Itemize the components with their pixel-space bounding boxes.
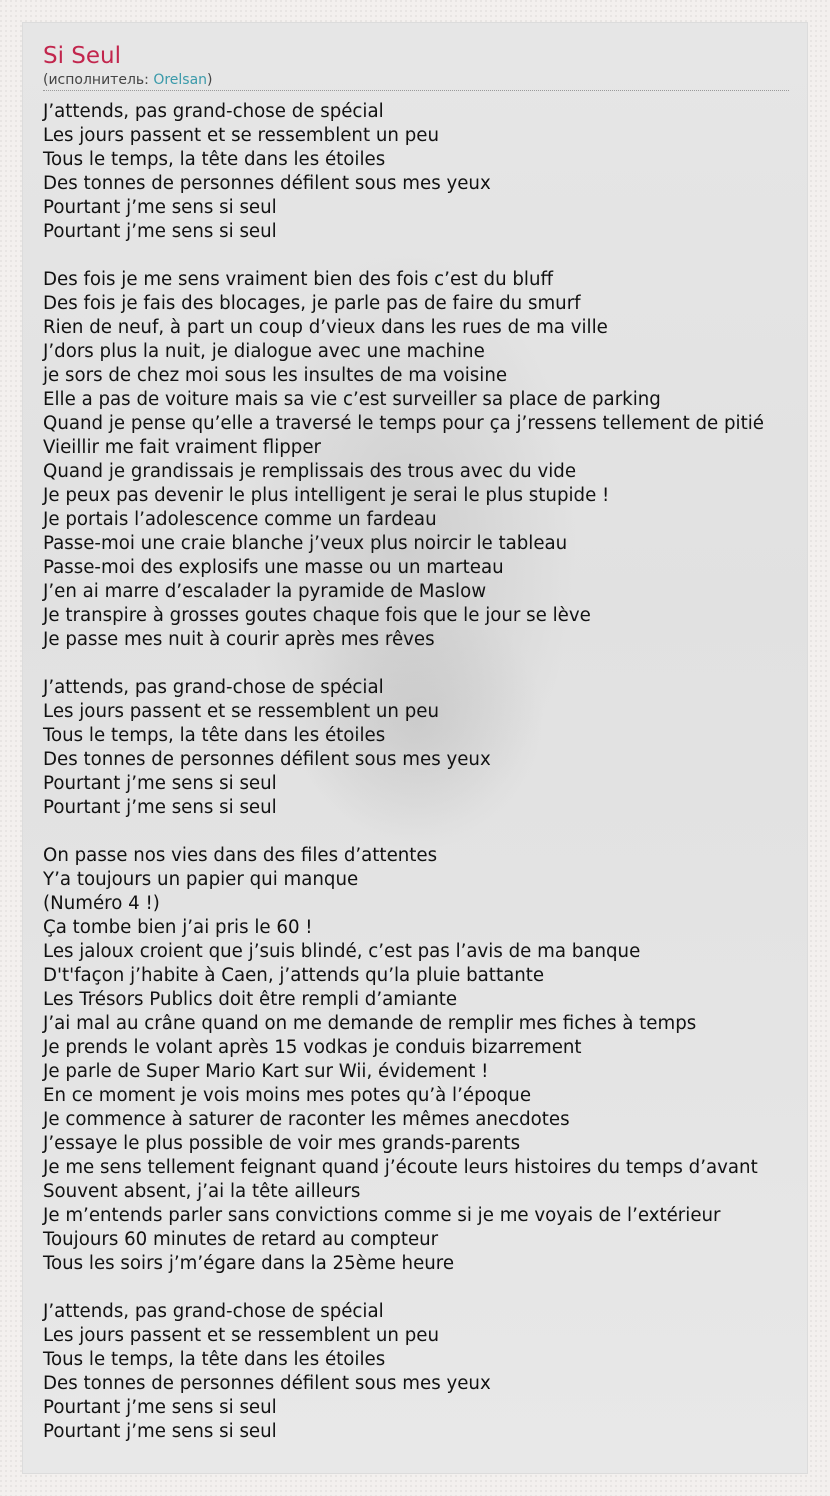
lyric-line: Des fois je me sens vraiment bien des fois c’est du bluff (43, 269, 554, 290)
lyric-line: J’attends, pas grand-chose de spécial (43, 1301, 384, 1322)
stanza-gap (43, 820, 830, 844)
lyric-line: Quand je pense qu’elle a traversé le temps pour ça j’ressens tellement de pitié (43, 413, 764, 434)
lyric-line: (Numéro 4 !) (43, 893, 160, 914)
lyric-line: Y’a toujours un papier qui manque (43, 869, 359, 890)
lyric-line: Les jours passent et se ressemblent un peu (43, 125, 439, 146)
lyric-line: Rien de neuf, à part un coup d’vieux dans les rues de ma ville (43, 317, 608, 338)
lyric-line: J’attends, pas grand-chose de spécial (43, 101, 384, 122)
lyric-line: Je passe mes nuit à courir après mes rêves (43, 629, 435, 650)
lyric-line: Passe-moi des explosifs une masse ou un marteau (43, 557, 504, 578)
stanza-gap (43, 1276, 830, 1300)
lyric-line: Les jours passent et se ressemblent un peu (43, 701, 439, 722)
lyrics-card (22, 22, 808, 1474)
lyric-line: Je m’entends parler sans convictions comme si je me voyais de l’extérieur (43, 1205, 721, 1226)
lyric-line: J’en ai marre d’escalader la pyramide de Maslow (43, 581, 487, 602)
lyric-line: Vieillir me fait vraiment flipper (43, 437, 322, 458)
lyric-line: Je commence à saturer de raconter les mêmes anecdotes (43, 1109, 570, 1130)
lyric-line: J’dors plus la nuit, je dialogue avec une machine (43, 341, 485, 362)
lyric-line: Je prends le volant après 15 vodkas je conduis bizarrement (43, 1037, 582, 1058)
lyric-line: Pourtant j’me sens si seul (43, 197, 277, 218)
lyric-line: En ce moment je vois moins mes potes qu’à l’époque (43, 1085, 532, 1106)
lyric-line: Tous les soirs j’m’égare dans la 25ème heure (43, 1253, 455, 1274)
lyric-line: Pourtant j’me sens si seul (43, 1397, 277, 1418)
lyric-line: Des tonnes de personnes défilent sous mes yeux (43, 173, 491, 194)
artist-credit (43, 71, 213, 89)
lyric-line: je sors de chez moi sous les insultes de ma voisine (43, 365, 508, 386)
lyric-line: Elle a pas de voiture mais sa vie c’est surveiller sa place de parking (43, 389, 661, 410)
stanza-gap (43, 244, 830, 268)
lyric-line: Pourtant j’me sens si seul (43, 797, 277, 818)
lyric-line: Je peux pas devenir le plus intelligent je serai le plus stupide ! (43, 485, 610, 506)
title-divider (43, 90, 789, 91)
lyric-line: J’ai mal au crâne quand on me demande de remplir mes fiches à temps (43, 1013, 697, 1034)
lyric-line: Ça tombe bien j’ai pris le 60 ! (43, 917, 313, 938)
lyric-line: Pourtant j’me sens si seul (43, 221, 277, 242)
lyric-line: D't'façon j’habite à Caen, j’attends qu’la pluie battante (43, 965, 545, 986)
lyric-line: Des fois je fais des blocages, je parle pas de faire du smurf (43, 293, 581, 314)
lyric-line: Les jaloux croient que j’suis blindé, c’est pas l’avis de ma banque (43, 941, 641, 962)
lyric-line: Quand je grandissais je remplissais des trous avec du vide (43, 461, 577, 482)
lyric-line: Des tonnes de personnes défilent sous mes yeux (43, 749, 491, 770)
lyric-line: Toujours 60 minutes de retard au compteur (43, 1229, 439, 1250)
stanza-gap (43, 652, 830, 676)
lyric-line: Souvent absent, j’ai la tête ailleurs (43, 1181, 361, 1202)
lyric-line: Je transpire à grosses goutes chaque fois que le jour se lève (43, 605, 591, 626)
lyric-line: Tous le temps, la tête dans les étoiles (43, 725, 386, 746)
lyric-line: Pourtant j’me sens si seul (43, 1421, 277, 1442)
lyric-line: Les jours passent et se ressemblent un peu (43, 1325, 439, 1346)
lyric-line: Les Trésors Publics doit être rempli d’amiante (43, 989, 458, 1010)
song-title: Si Seul (43, 43, 122, 69)
lyric-line: Je me sens tellement feignant quand j’écoute leurs histoires du temps d’avant (43, 1157, 758, 1178)
artist-prefix: (исполнитель: (43, 72, 154, 88)
lyric-line: J’essaye le plus possible de voir mes grands-parents (43, 1133, 521, 1154)
lyric-line: On passe nos vies dans des files d’attentes (43, 845, 438, 866)
lyric-line: Des tonnes de personnes défilent sous mes yeux (43, 1373, 491, 1394)
lyrics-text (43, 100, 830, 1444)
lyric-line: Tous le temps, la tête dans les étoiles (43, 149, 386, 170)
lyric-line: Je parle de Super Mario Kart sur Wii, évidement ! (43, 1061, 489, 1082)
artist-suffix: ) (207, 72, 213, 88)
lyric-line: Passe-moi une craie blanche j’veux plus noircir le tableau (43, 533, 568, 554)
artist-link[interactable]: Orelsan (153, 72, 208, 88)
lyric-line: Pourtant j’me sens si seul (43, 773, 277, 794)
lyric-line: Tous le temps, la tête dans les étoiles (43, 1349, 386, 1370)
lyric-line: J’attends, pas grand-chose de spécial (43, 677, 384, 698)
lyric-line: Je portais l’adolescence comme un fardeau (43, 509, 437, 530)
